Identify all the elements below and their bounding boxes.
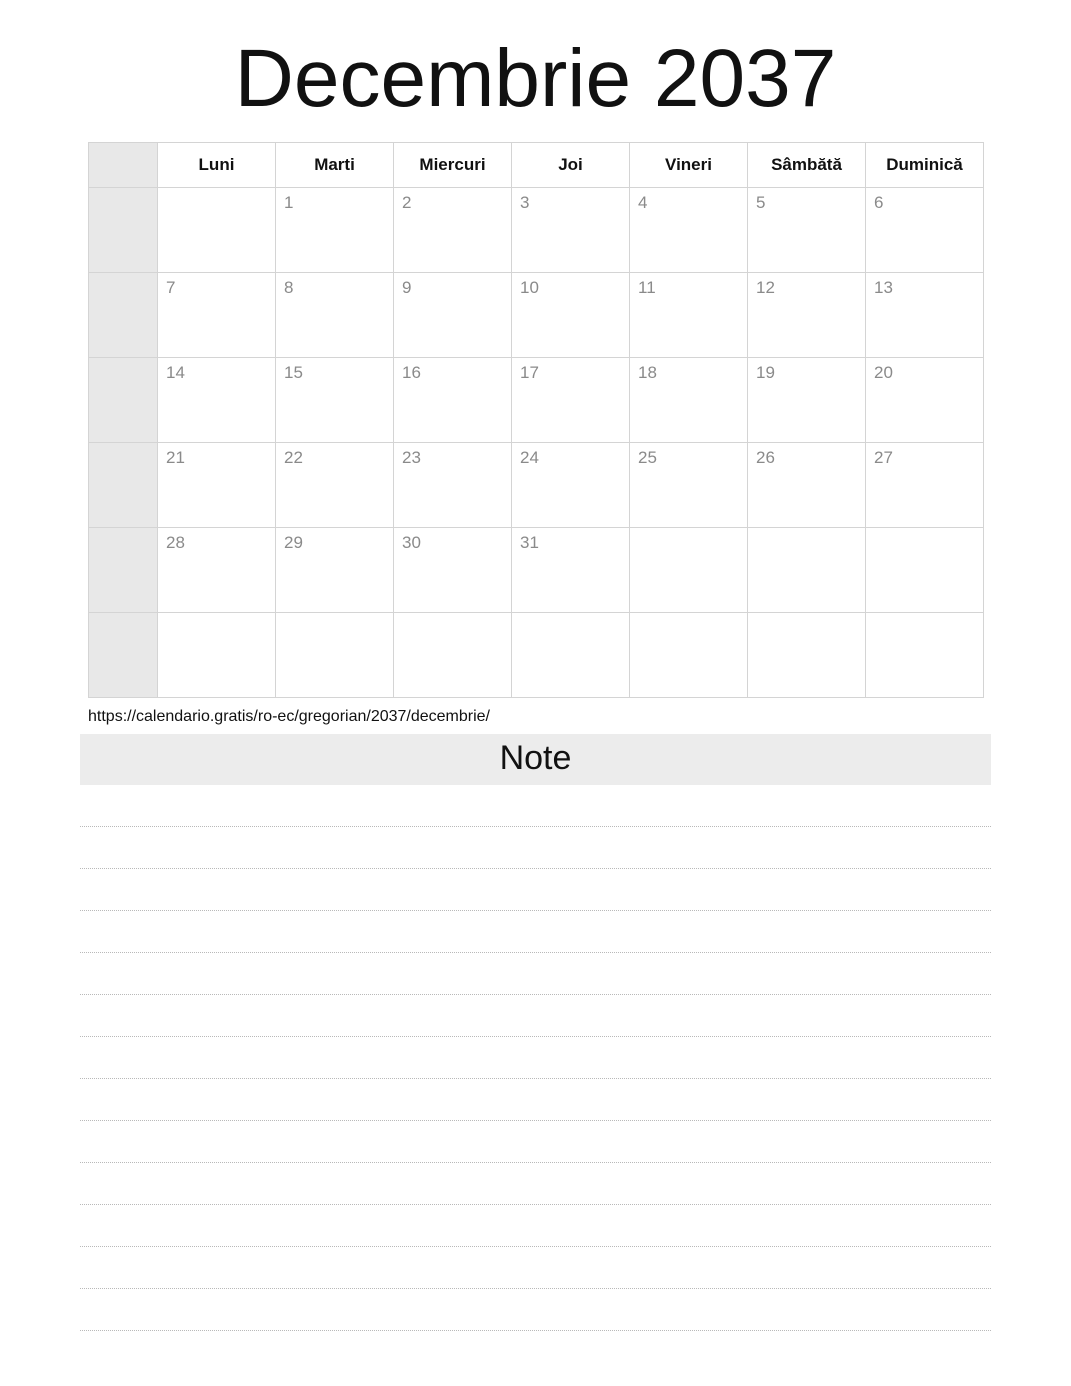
note-line[interactable] [80,995,991,1037]
calendar-week-row [89,443,984,528]
day-number [748,613,865,619]
calendar-day-cell[interactable] [748,528,866,613]
day-number: 3 [520,193,530,212]
notes-section [80,734,991,1331]
day-number [158,188,275,194]
source-url[interactable]: https://calendario.gratis/ro-ec/gregorian/2037/decembrie/ [88,708,490,725]
day-number: 9 [402,278,412,297]
note-line[interactable] [80,1037,991,1079]
calendar-day-cell[interactable] [630,528,748,613]
calendar-week-row [89,273,984,358]
calendar-day-cell[interactable] [748,443,866,528]
note-line[interactable] [80,1079,991,1121]
calendar-day-cell[interactable] [276,188,394,273]
day-number: 5 [756,193,766,212]
calendar-gutter-cell [89,358,158,443]
day-number: 22 [284,448,303,467]
calendar-day-cell[interactable] [512,273,630,358]
day-number: 25 [638,448,657,467]
calendar-gutter-cell [89,188,158,273]
note-line[interactable] [80,1289,991,1331]
day-number [276,613,393,619]
day-number: 13 [874,278,893,297]
calendar-week-row [89,613,984,698]
calendar-day-cell[interactable] [158,273,276,358]
day-number [630,528,747,534]
day-number: 29 [284,533,303,552]
day-number [512,613,629,619]
note-line[interactable] [80,827,991,869]
calendar-day-cell[interactable] [158,188,276,273]
day-number [866,528,983,534]
calendar-week-row [89,188,984,273]
day-number: 19 [756,363,775,382]
calendar-day-cell[interactable] [158,358,276,443]
calendar-day-cell[interactable] [866,358,984,443]
weekday-header-sunday: Duminică [866,143,984,188]
calendar-day-cell[interactable] [394,443,512,528]
day-number: 18 [638,363,657,382]
day-number [158,613,275,619]
calendar-gutter-cell [89,613,158,698]
calendar-day-cell[interactable] [276,443,394,528]
calendar-gutter-header [89,143,158,188]
day-number: 7 [166,278,176,297]
weekday-header-monday: Luni [158,143,276,188]
day-number: 8 [284,278,294,297]
notes-title: Note [80,734,991,785]
note-line[interactable] [80,1247,991,1289]
calendar-gutter-cell [89,528,158,613]
day-number: 27 [874,448,893,467]
calendar-day-cell[interactable] [158,443,276,528]
calendar-container [88,142,983,698]
day-number: 11 [638,278,656,297]
day-number: 15 [284,363,303,382]
day-number: 31 [520,533,539,552]
day-number [866,613,983,619]
calendar-day-cell[interactable] [276,273,394,358]
calendar-day-cell[interactable] [394,613,512,698]
weekday-header-saturday: Sâmbătă [748,143,866,188]
day-number: 30 [402,533,421,552]
calendar-day-cell[interactable] [394,188,512,273]
day-number: 4 [638,193,648,212]
day-number: 6 [874,193,884,212]
note-line[interactable] [80,911,991,953]
calendar-day-cell[interactable] [512,613,630,698]
day-number: 20 [874,363,893,382]
calendar-table [88,142,984,698]
day-number: 28 [166,533,185,552]
day-number [394,613,511,619]
calendar-day-cell[interactable] [866,188,984,273]
calendar-day-cell[interactable] [512,528,630,613]
day-number: 23 [402,448,421,467]
day-number: 2 [402,193,412,212]
calendar-day-cell[interactable] [748,613,866,698]
note-line[interactable] [80,1205,991,1247]
day-number: 16 [402,363,421,382]
calendar-day-cell[interactable] [158,528,276,613]
day-number: 1 [284,193,294,212]
calendar-header-row [89,143,984,188]
day-number [748,528,865,534]
note-line[interactable] [80,785,991,827]
calendar-gutter-cell [89,443,158,528]
weekday-header-tuesday: Marti [276,143,394,188]
calendar-day-cell[interactable] [276,613,394,698]
calendar-day-cell[interactable] [512,358,630,443]
calendar-day-cell[interactable] [394,358,512,443]
calendar-day-cell[interactable] [276,528,394,613]
note-line[interactable] [80,869,991,911]
calendar-day-cell[interactable] [158,613,276,698]
weekday-header-thursday: Joi [512,143,630,188]
calendar-day-cell[interactable] [748,188,866,273]
calendar-week-row [89,358,984,443]
note-line[interactable] [80,1163,991,1205]
calendar-day-cell[interactable] [394,528,512,613]
calendar-day-cell[interactable] [866,528,984,613]
day-number: 17 [520,363,539,382]
calendar-day-cell[interactable] [630,443,748,528]
day-number: 12 [756,278,775,297]
weekday-header-friday: Vineri [630,143,748,188]
day-number: 21 [166,448,185,467]
calendar-day-cell[interactable] [866,613,984,698]
day-number: 24 [520,448,539,467]
calendar-day-cell[interactable] [394,273,512,358]
day-number: 10 [520,278,539,297]
calendar-day-cell[interactable] [748,273,866,358]
calendar-day-cell[interactable] [866,443,984,528]
calendar-gutter-cell [89,273,158,358]
day-number: 26 [756,448,775,467]
calendar-day-cell[interactable] [748,358,866,443]
page-title: Decembrie 2037 [234,33,837,124]
note-line[interactable] [80,1121,991,1163]
calendar-day-cell[interactable] [276,358,394,443]
calendar-day-cell[interactable] [630,188,748,273]
calendar-day-cell[interactable] [630,273,748,358]
calendar-day-cell[interactable] [630,358,748,443]
calendar-week-row [89,528,984,613]
calendar-day-cell[interactable] [512,188,630,273]
notes-lines [80,785,991,1331]
calendar-day-cell[interactable] [630,613,748,698]
day-number [630,613,747,619]
day-number: 14 [166,363,185,382]
weekday-header-wednesday: Miercuri [394,143,512,188]
calendar-day-cell[interactable] [866,273,984,358]
note-line[interactable] [80,953,991,995]
calendar-day-cell[interactable] [512,443,630,528]
